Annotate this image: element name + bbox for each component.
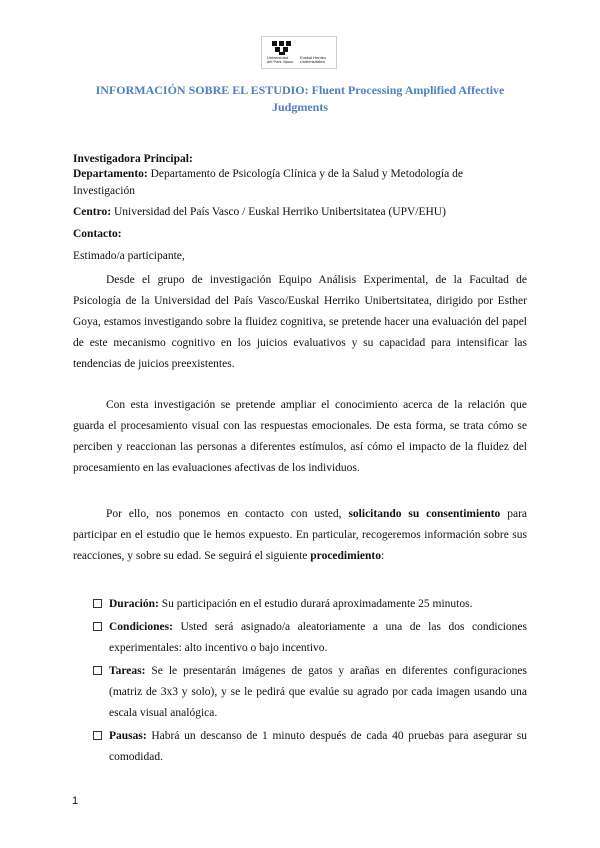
procedure-emphasis: procedimiento <box>310 550 381 562</box>
departamento-label: Departamento: <box>73 168 148 180</box>
departamento-line <box>73 166 527 200</box>
bullet-tareas: Tareas: Se le presentarán imágenes de gatos y arañas en diferentes configuraciones (matriz de 3x3 y solo), y se le pedirá que evalúe su agrado por cada imagen usando una escala visual analógica. <box>93 661 527 724</box>
paragraph-consent: Por ello, nos ponemos en contacto con usted, solicitando su consentimiento para participar en el estudio que le hemos expuesto. En particular, recogeremos información sobre sus reacciones, y sobre su edad. Se seguirá el siguiente procedimiento: <box>73 508 527 562</box>
bullet-pausas: Pausas: Habrá un descanso de 1 minuto después de cada 40 pruebas para asegurar su comodidad. <box>93 726 527 768</box>
centro-value: Universidad del País Vasco / Euskal Herriko Unibertsitatea (UPV/EHU) <box>111 206 446 218</box>
consent-emphasis: solicitando su consentimiento <box>348 508 501 520</box>
centro-label: Centro: <box>73 206 112 218</box>
paragraph-objective: Con esta investigación se pretende ampliar el conocimiento acerca de la relación que guarda el procesamiento visual con las respuestas emocionales. De esta forma, se trata cómo se perciben y reaccionan las personas a diferentes estímulos, así cómo el impacto de la fluidez del procesamiento en las evaluaciones afectivas de los individuos. <box>73 399 527 474</box>
greeting: Estimado/a participante, <box>73 250 185 262</box>
university-logo <box>261 36 337 69</box>
university-emblem-icon <box>270 40 294 55</box>
page-number: 1 <box>72 795 79 807</box>
checkbox-icon <box>93 731 102 740</box>
departamento-value: Departamento de Psicología Clínica y de la Salud y Metodología de Investigación <box>73 168 463 197</box>
investigadora-label: Investigadora Principal: <box>73 153 193 165</box>
checkbox-icon <box>93 666 102 675</box>
checkbox-icon <box>93 622 102 631</box>
centro-line <box>73 202 527 223</box>
logo-text-right: Euskal Herriko Unibertsitatea <box>300 55 327 64</box>
bullet-condiciones: Condiciones: Usted será asignado/a aleatoriamente a una de las dos condiciones experimentales: alto incentivo o bajo incentivo. <box>93 617 527 659</box>
bullet-duracion: Duración: Su participación en el estudio durará aproximadamente 25 minutos. <box>93 594 527 615</box>
checkbox-icon <box>93 599 102 608</box>
contacto-label: Contacto: <box>73 228 122 240</box>
paragraph-intro: Desde el grupo de investigación Equipo Análisis Experimental, de la Facultad de Psicología de la Universidad del País Vasco/Euskal Herriko Unibertsitatea, dirigido por Esther Goya, estamos investigando sobre la fluidez cognitiva, se pretende hacer una evaluación del papel de este mecanismo cognitivo en los juicios evaluativos y su capacidad para intensificar las tendencias de juicios preexistentes. <box>73 274 527 370</box>
page-title: INFORMACIÓN SOBRE EL ESTUDIO: Fluent Processing Amplified Affective Judgments <box>95 83 505 114</box>
logo-text-left: Universidad del País Vasco <box>267 55 294 64</box>
